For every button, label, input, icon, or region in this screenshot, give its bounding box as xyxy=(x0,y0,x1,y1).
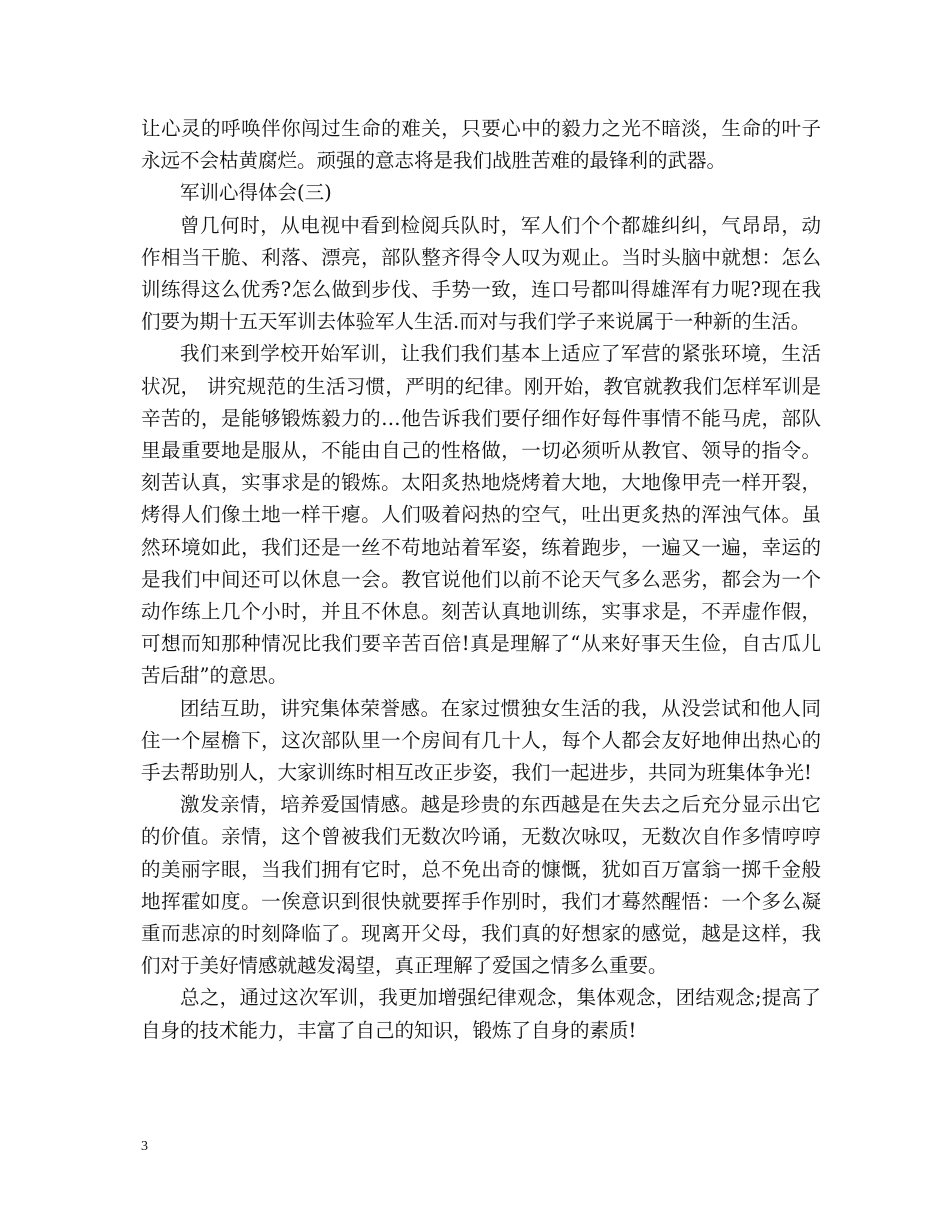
paragraph-intro: 曾几何时，从电视中看到检阅兵队时，军人们个个都雄纠纠，气昂昂，动作相当干脆、利落、漂亮，部队整齐得令人叹为观止。当时头脑中就想：怎么训练得这么优秀?怎么做到步伐、手势一致，连口号都叫得雄浑有力呢?现在我们要为期十五天军训去体验军人生活.而对与我们学子来说属于一种新的生活。 xyxy=(141,213,821,334)
paragraph-training: 我们来到学校开始军训，让我们我们基本上适应了军营的紧张环境，生活状况， 讲究规范的生活习惯，严明的纪律。刚开始，教官就教我们怎样军训是辛苦的，是能够锻炼毅力的…他告诉我们要仔细作好每件事情不能马虎，部队里最重要地是服从，不能由自己的性格做，一切必须听从教官、领导的指令。 刻苦认真，实事求是的锻炼。太阳炙热地烧烤着大地，大地像甲壳一样开裂，烤得人们像土地一样干瘪。人们吸着闷热的空气，吐出更炙热的浑浊气体。虽然环境如此，我们还是一丝不苟地站着军姿，练着跑步，一遍又一遍，幸运的是我们中间还可以休息一会。教官说他们以前不论天气多么恶劣，都会为一个动作练上几个小时，并且不休息。刻苦认真地训练，实事求是，不弄虚作假，可想而知那种情况比我们要辛苦百倍!真是理解了“从来好事天生俭，自古瓜儿苦后甜”的意思。 xyxy=(141,342,821,688)
paragraph-continuation: 让心灵的呼唤伴你闯过生命的难关，只要心中的毅力之光不暗淡，生命的叶子永远不会枯黄腐烂。顽强的意志将是我们战胜苦难的最锋利的武器。 xyxy=(141,117,821,173)
section-heading: 军训心得体会(三) xyxy=(180,181,332,205)
paragraph-conclusion: 总之，通过这次军训，我更加增强纪律观念，集体观念，团结观念;提高了自身的技术能力，丰富了自己的知识，锻炼了自身的素质! xyxy=(141,986,821,1042)
document-body xyxy=(141,113,821,1047)
paragraph-teamwork: 团结互助，讲究集体荣誉感。在家过惯独女生活的我，从没尝试和他人同住一个屋檐下，这次部队里一个房间有几十人，每个人都会友好地伸出热心的手去帮助别人，大家训练时相互改正步姿，我们一起进步，共同为班集体争光! xyxy=(141,696,821,785)
paragraph-family: 激发亲情，培养爱国情感。越是珍贵的东西越是在失去之后充分显示出它的价值。亲情，这个曾被我们无数次吟诵，无数次咏叹，无数次自作多情哼哼的美丽字眼，当我们拥有它时，总不免出奇的慷慨，犹如百万富翁一掷千金般地挥霍如度。一俟意识到很快就要挥手作别时，我们才蓦然醒悟：一个多么凝重而悲凉的时刻降临了。现离开父母，我们真的好想家的感觉，越是这样，我们对于美好情感就越发渴望，真正理解了爱国之情多么重要。 xyxy=(141,793,821,978)
page-number: 3 xyxy=(141,1139,148,1154)
